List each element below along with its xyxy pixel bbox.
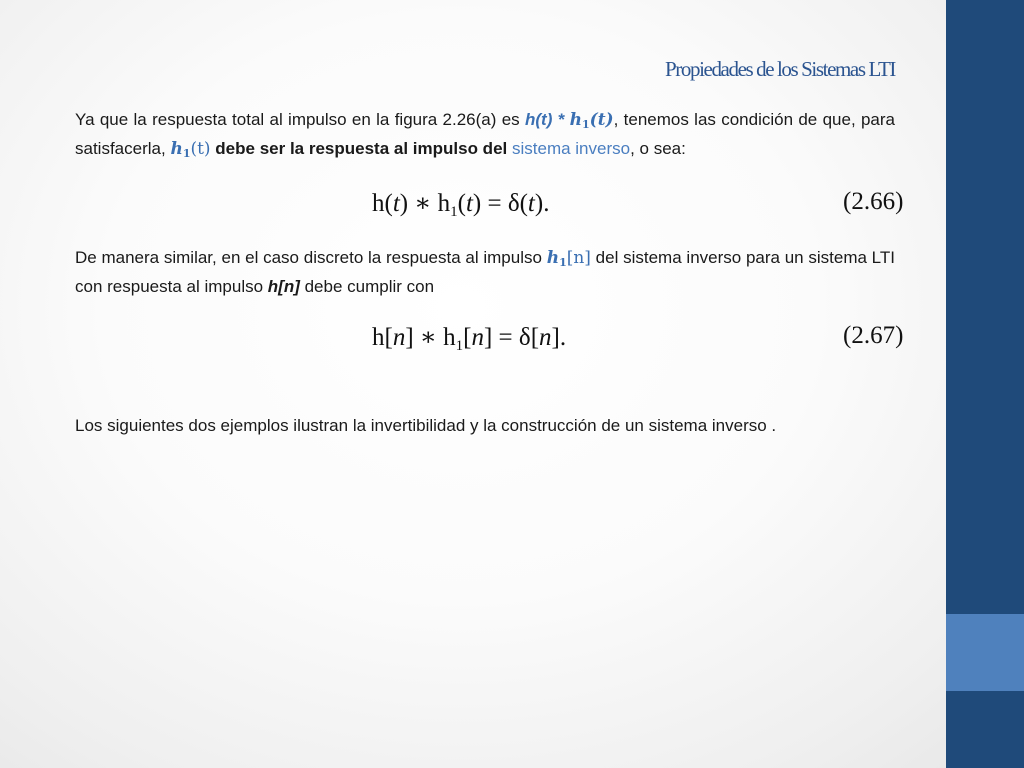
paragraph-impulse-response (75, 108, 895, 166)
math-argument: (t) (190, 139, 211, 159)
eq-part: ] = δ[ (483, 324, 540, 351)
paragraph1-text-a: Ya que la respuesta total al impulso en la figura 2.26(a) es (75, 110, 525, 129)
math-h-letter: h (546, 248, 560, 268)
math-h1t-second (170, 139, 210, 159)
eq-part: ) ∗ (399, 190, 438, 217)
eq-part: ) = δ( (472, 190, 528, 217)
eq-part: ( (457, 190, 466, 217)
sidebar-accent-block (946, 614, 1024, 691)
math-argument: (t) (589, 110, 614, 130)
paragraph1-text-b: , tenemos las condición de que, para satisfacerla, (75, 110, 896, 158)
expr-hn: h[n] (267, 277, 300, 296)
math-subscript: 1 (559, 256, 567, 269)
paragraph2-text-a: De manera similar, en el caso discreto la respuesta al impulso (75, 248, 547, 267)
eq-subscript: 1 (455, 338, 464, 354)
math-h-letter: h (170, 139, 183, 159)
equation-2-66 (372, 188, 549, 221)
math-subscript: 1 (182, 147, 191, 160)
eq-part: ). (534, 190, 550, 217)
eq-var: t (465, 190, 473, 217)
sistema-inverso-highlight: sistema inverso (511, 139, 631, 158)
paragraph-discrete-case (75, 246, 895, 299)
eq-var: t (392, 190, 400, 217)
eq-subscript: 1 (450, 204, 458, 220)
equation-number-2-66: (2.66) (843, 188, 904, 215)
paragraph1-text-c: , o sea: (630, 139, 686, 158)
paragraph2-text-c: debe cumplir con (299, 277, 435, 296)
equation-number-2-67: (2.67) (843, 322, 904, 349)
eq-part: ] ∗ (405, 324, 444, 351)
math-argument: [n] (566, 248, 591, 268)
math-h-letter: h (569, 110, 582, 130)
math-h1n (547, 248, 591, 268)
eq-part: h (437, 190, 451, 217)
eq-var: n (392, 324, 406, 351)
eq-var: n (471, 324, 484, 351)
equation-2-67 (372, 322, 566, 355)
eq-part: [ (463, 324, 472, 351)
eq-part: h( (372, 190, 393, 217)
paragraph1-bold-text: debe ser la respuesta al impulso del (210, 139, 512, 158)
math-h1t (570, 110, 614, 130)
paragraph-examples: Los siguientes dos ejemplos ilustran la invertibilidad y la construcción de un sistema inverso . (75, 416, 777, 435)
eq-var: t (527, 190, 535, 217)
eq-var: n (539, 324, 552, 351)
expr-ht: h(t) * (525, 110, 570, 129)
slide-title: Propiedades de los Sistemas LTI (665, 57, 895, 81)
eq-part: h[ (372, 324, 393, 351)
paragraph2-text-b: del sistema inverso para un sistema LTI con respuesta al impulso (75, 248, 895, 296)
math-subscript: 1 (582, 118, 590, 131)
eq-part: ]. (551, 324, 567, 351)
eq-part: h (443, 324, 456, 351)
